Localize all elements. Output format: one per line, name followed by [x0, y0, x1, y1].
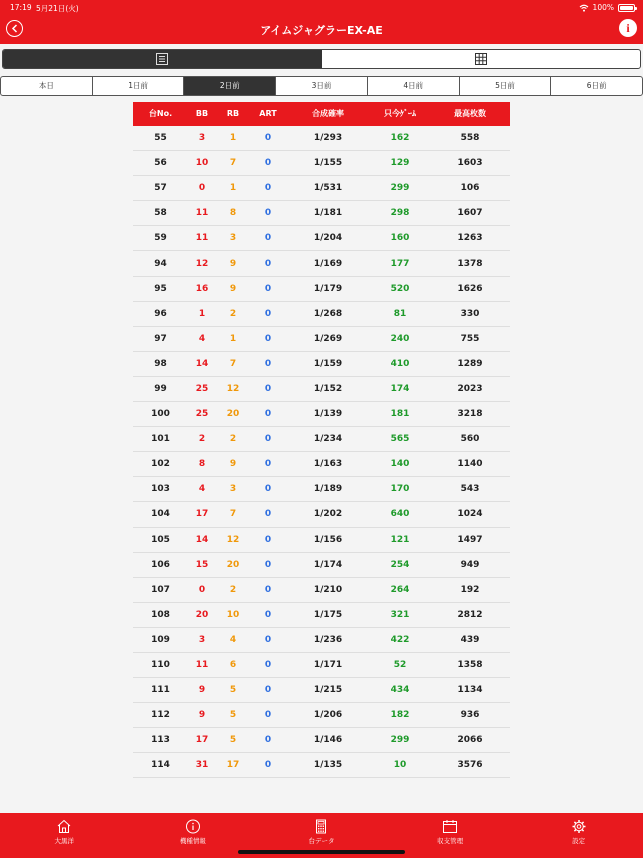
cell-current-games: 254: [390, 559, 410, 570]
table-row[interactable]: [133, 477, 510, 502]
cell-rb: 12: [226, 534, 240, 545]
table-row[interactable]: [133, 678, 510, 703]
cell-max-coins: 936: [460, 710, 480, 721]
cell-max-coins: 3576: [457, 760, 483, 771]
cell-bb: 8: [198, 459, 206, 470]
cell-bb: 1: [198, 308, 206, 319]
cell-machine-no: 101: [151, 434, 170, 445]
grid-icon: [475, 53, 487, 65]
battery-icon: [618, 4, 635, 12]
cell-bb: 10: [195, 158, 209, 169]
day-tab[interactable]: 本日: [38, 81, 54, 90]
table-row[interactable]: [133, 251, 510, 276]
cell-rb: 1: [229, 183, 237, 194]
cell-combined-prob: 1/269: [313, 333, 343, 344]
cell-combined-prob: 1/204: [313, 233, 343, 244]
tab-balance[interactable]: [386, 813, 515, 858]
wifi-icon: [579, 4, 589, 12]
cell-max-coins: 1358: [457, 660, 483, 671]
table-row[interactable]: [133, 452, 510, 477]
cell-current-games: 240: [390, 333, 410, 344]
calculator-icon: [313, 819, 329, 834]
cell-combined-prob: 1/206: [313, 710, 343, 721]
cell-combined-prob: 1/174: [313, 559, 343, 570]
cell-combined-prob: 1/139: [313, 409, 343, 420]
cell-bb: 17: [195, 735, 209, 746]
table-header: [133, 102, 510, 126]
cell-combined-prob: 1/531: [313, 183, 343, 194]
cell-combined-prob: 1/159: [313, 358, 343, 369]
cell-rb: 7: [229, 158, 237, 169]
table-row[interactable]: [133, 226, 510, 251]
cell-combined-prob: 1/169: [313, 258, 343, 269]
gear-icon: [571, 819, 587, 834]
table-row[interactable]: [133, 502, 510, 527]
cell-machine-no: 56: [154, 158, 167, 169]
cell-machine-no: 95: [154, 283, 167, 294]
day-tab[interactable]: 1日前: [92, 77, 184, 95]
cell-combined-prob: 1/268: [313, 308, 343, 319]
cell-current-games: 182: [390, 710, 410, 721]
grid-view-button[interactable]: [322, 50, 641, 68]
cell-bb: 14: [195, 358, 209, 369]
cell-bb: 9: [198, 685, 206, 696]
cell-current-games: 298: [390, 208, 410, 219]
cell-rb: 2: [229, 434, 237, 445]
cell-max-coins: 330: [460, 308, 480, 319]
cell-machine-no: 114: [151, 760, 170, 771]
header-machine-no: 台No.: [148, 109, 173, 118]
cell-max-coins: 543: [460, 484, 480, 495]
cell-machine-no: 57: [154, 183, 167, 194]
cell-current-games: 129: [390, 158, 410, 169]
cell-art: 0: [264, 183, 272, 194]
cell-machine-no: 103: [151, 484, 170, 495]
cell-bb: 9: [198, 710, 206, 721]
cell-max-coins: 1134: [457, 685, 483, 696]
cell-rb: 5: [229, 685, 237, 696]
cell-current-games: 299: [390, 183, 410, 194]
cell-machine-no: 58: [154, 208, 167, 219]
cell-rb: 9: [229, 459, 237, 470]
cell-art: 0: [264, 559, 272, 570]
view-toggle: [2, 49, 641, 69]
table-row[interactable]: [133, 728, 510, 753]
cell-bb: 4: [198, 484, 206, 495]
cell-combined-prob: 1/293: [313, 133, 343, 144]
cell-art: 0: [264, 308, 272, 319]
home-icon: [56, 819, 72, 834]
cell-machine-no: 96: [154, 308, 167, 319]
cell-current-games: 170: [390, 484, 410, 495]
cell-max-coins: 2066: [457, 735, 483, 746]
cell-machine-no: 98: [154, 358, 167, 369]
cell-combined-prob: 1/146: [313, 735, 343, 746]
cell-art: 0: [264, 158, 272, 169]
cell-max-coins: 755: [460, 333, 480, 344]
cell-max-coins: 1626: [457, 283, 483, 294]
table-row[interactable]: [133, 201, 510, 226]
cell-rb: 17: [226, 760, 240, 771]
cell-current-games: 321: [390, 609, 410, 620]
cell-rb: 2: [229, 308, 237, 319]
cell-machine-no: 94: [154, 258, 167, 269]
cell-machine-no: 99: [154, 383, 167, 394]
cell-combined-prob: 1/234: [313, 434, 343, 445]
cell-max-coins: 3218: [457, 409, 483, 420]
cell-bb: 0: [198, 584, 206, 595]
cell-rb: 5: [229, 710, 237, 721]
cell-machine-no: 110: [151, 660, 170, 671]
cell-combined-prob: 1/179: [313, 283, 343, 294]
cell-bb: 0: [198, 183, 206, 194]
tab-machine-data-label: 台データ: [308, 837, 335, 845]
tab-home[interactable]: [0, 813, 129, 858]
cell-max-coins: 192: [460, 584, 480, 595]
cell-rb: 1: [229, 133, 237, 144]
table-row[interactable]: [133, 553, 510, 578]
cell-combined-prob: 1/171: [313, 660, 343, 671]
table-row[interactable]: [133, 352, 510, 377]
cell-bb: 15: [195, 559, 209, 570]
cell-max-coins: 106: [460, 183, 480, 194]
cell-max-coins: 1140: [457, 459, 483, 470]
cell-art: 0: [264, 484, 272, 495]
cell-current-games: 640: [390, 509, 410, 520]
cell-art: 0: [264, 660, 272, 671]
cell-combined-prob: 1/175: [313, 609, 343, 620]
cell-machine-no: 108: [151, 609, 170, 620]
cell-art: 0: [264, 258, 272, 269]
cell-bb: 31: [195, 760, 209, 771]
cell-current-games: 81: [393, 308, 407, 319]
cell-rb: 9: [229, 258, 237, 269]
cell-bb: 20: [195, 609, 209, 620]
tab-settings-label: 設定: [572, 837, 586, 845]
day-tab[interactable]: 6日前: [550, 77, 642, 95]
cell-machine-no: 107: [151, 584, 170, 595]
cell-machine-no: 106: [151, 559, 170, 570]
table-row[interactable]: [133, 176, 510, 201]
header-combined-prob: 合成確率: [312, 109, 344, 118]
cell-max-coins: 949: [460, 559, 480, 570]
cell-rb: 3: [229, 233, 237, 244]
status-time: 17:19: [10, 3, 32, 12]
cell-art: 0: [264, 760, 272, 771]
home-indicator: [238, 850, 405, 854]
cell-bb: 11: [195, 233, 209, 244]
cell-current-games: 181: [390, 409, 410, 420]
cell-max-coins: 560: [460, 434, 480, 445]
cell-art: 0: [264, 685, 272, 696]
cell-bb: 4: [198, 333, 206, 344]
cell-rb: 5: [229, 735, 237, 746]
table-row[interactable]: [133, 327, 510, 352]
cell-rb: 7: [229, 358, 237, 369]
table-row[interactable]: [133, 603, 510, 628]
cell-current-games: 174: [390, 383, 410, 394]
app-header: [0, 0, 643, 44]
cell-art: 0: [264, 634, 272, 645]
tab-balance-label: 収支管理: [437, 837, 464, 845]
cell-combined-prob: 1/202: [313, 509, 343, 520]
cell-art: 0: [264, 459, 272, 470]
cell-rb: 2: [229, 584, 237, 595]
cell-art: 0: [264, 233, 272, 244]
cell-current-games: 299: [390, 735, 410, 746]
table-row[interactable]: [133, 402, 510, 427]
cell-machine-no: 113: [151, 735, 170, 746]
cell-art: 0: [264, 710, 272, 721]
cell-current-games: 177: [390, 258, 410, 269]
cell-art: 0: [264, 409, 272, 420]
cell-current-games: 162: [390, 133, 410, 144]
cell-combined-prob: 1/135: [313, 760, 343, 771]
day-tab[interactable]: 5日前: [459, 77, 551, 95]
status-date: 5月21日(火): [36, 4, 79, 13]
list-view-button[interactable]: [3, 50, 322, 68]
cell-bb: 11: [195, 208, 209, 219]
cell-art: 0: [264, 584, 272, 595]
cell-current-games: 422: [390, 634, 410, 645]
cell-art: 0: [264, 358, 272, 369]
cell-bb: 14: [195, 534, 209, 545]
cell-bb: 17: [195, 509, 209, 520]
page-title: アイムジャグラーEX-AE: [260, 24, 383, 37]
cell-rb: 3: [229, 484, 237, 495]
cell-machine-no: 97: [154, 333, 167, 344]
cell-art: 0: [264, 133, 272, 144]
cell-current-games: 160: [390, 233, 410, 244]
cell-combined-prob: 1/181: [313, 208, 343, 219]
cell-bb: 16: [195, 283, 209, 294]
info-button[interactable]: i: [619, 19, 637, 37]
cell-art: 0: [264, 333, 272, 344]
cell-current-games: 520: [390, 283, 410, 294]
cell-rb: 9: [229, 283, 237, 294]
header-current-games: 只今ｹﾞｰﾑ: [384, 109, 416, 118]
cell-rb: 20: [226, 409, 240, 420]
cell-rb: 4: [229, 634, 237, 645]
cell-art: 0: [264, 434, 272, 445]
cell-bb: 3: [198, 133, 206, 144]
cell-rb: 10: [226, 609, 240, 620]
status-bar: [0, 0, 643, 14]
cell-machine-no: 111: [151, 685, 170, 696]
cell-art: 0: [264, 283, 272, 294]
cell-bb: 25: [195, 409, 209, 420]
table-body: [133, 126, 510, 778]
day-tab[interactable]: 3日前: [275, 77, 367, 95]
tab-home-label: 大黒洋: [54, 837, 75, 845]
cell-max-coins: 1607: [457, 208, 483, 219]
cell-art: 0: [264, 383, 272, 394]
table-row[interactable]: [133, 151, 510, 176]
cell-max-coins: 1263: [457, 233, 483, 244]
cell-combined-prob: 1/163: [313, 459, 343, 470]
cell-combined-prob: 1/210: [313, 584, 343, 595]
cell-rb: 1: [229, 333, 237, 344]
cell-machine-no: 105: [151, 534, 170, 545]
cell-max-coins: 1497: [457, 534, 483, 545]
cell-current-games: 52: [393, 660, 407, 671]
cell-combined-prob: 1/236: [313, 634, 343, 645]
cell-max-coins: 1378: [457, 258, 483, 269]
day-tabs: [0, 76, 643, 96]
cell-rb: 6: [229, 660, 237, 671]
cell-combined-prob: 1/152: [313, 383, 343, 394]
cell-rb: 20: [226, 559, 240, 570]
cell-current-games: 434: [390, 685, 410, 696]
cell-machine-no: 104: [151, 509, 170, 520]
cell-machine-no: 112: [151, 710, 170, 721]
cell-bb: 3: [198, 634, 206, 645]
cell-art: 0: [264, 509, 272, 520]
header-max-coins: 最高枚数: [454, 109, 486, 118]
table-row[interactable]: [133, 653, 510, 678]
cell-current-games: 121: [390, 534, 410, 545]
cell-bb: 11: [195, 660, 209, 671]
cell-rb: 8: [229, 208, 237, 219]
table-row[interactable]: [133, 703, 510, 728]
cell-combined-prob: 1/215: [313, 685, 343, 696]
calendar-icon: [442, 819, 458, 834]
table-row[interactable]: [133, 277, 510, 302]
cell-bb: 12: [195, 258, 209, 269]
header-bb: BB: [195, 109, 209, 118]
table-row[interactable]: [133, 126, 510, 151]
cell-current-games: 565: [390, 434, 410, 445]
table-row[interactable]: [133, 377, 510, 402]
cell-current-games: 140: [390, 459, 410, 470]
cell-bb: 2: [198, 434, 206, 445]
cell-art: 0: [264, 534, 272, 545]
cell-rb: 7: [229, 509, 237, 520]
cell-machine-no: 102: [151, 459, 170, 470]
cell-max-coins: 439: [460, 634, 480, 645]
table-row[interactable]: [133, 302, 510, 327]
list-icon: [156, 53, 168, 65]
day-tab[interactable]: 4日前: [367, 77, 459, 95]
cell-machine-no: 109: [151, 634, 170, 645]
battery-percent: 100%: [592, 3, 614, 12]
tab-machine-info-label: 機種情報: [179, 837, 206, 845]
table-row[interactable]: [133, 753, 510, 778]
cell-art: 0: [264, 609, 272, 620]
machine-data-table: [133, 102, 510, 778]
cell-max-coins: 2023: [457, 383, 483, 394]
day-tab-active[interactable]: 2日前: [183, 77, 275, 95]
cell-max-coins: 1603: [457, 158, 483, 169]
cell-current-games: 264: [390, 584, 410, 595]
header-rb: RB: [226, 109, 240, 118]
cell-current-games: 410: [390, 358, 410, 369]
cell-current-games: 10: [393, 760, 407, 771]
status-right: [579, 3, 635, 12]
table-row[interactable]: [133, 427, 510, 452]
cell-machine-no: 100: [151, 409, 170, 420]
table-row[interactable]: [133, 628, 510, 653]
cell-machine-no: 59: [154, 233, 167, 244]
cell-bb: 25: [195, 383, 209, 394]
table-row[interactable]: [133, 528, 510, 553]
info-icon: [185, 819, 201, 834]
cell-combined-prob: 1/155: [313, 158, 343, 169]
cell-max-coins: 1024: [457, 509, 483, 520]
cell-max-coins: 558: [460, 133, 480, 144]
table-row[interactable]: [133, 578, 510, 603]
cell-machine-no: 55: [154, 133, 167, 144]
cell-rb: 12: [226, 383, 240, 394]
tab-settings[interactable]: [514, 813, 643, 858]
cell-max-coins: 2812: [457, 609, 483, 620]
cell-art: 0: [264, 735, 272, 746]
cell-art: 0: [264, 208, 272, 219]
cell-max-coins: 1289: [457, 358, 483, 369]
cell-combined-prob: 1/156: [313, 534, 343, 545]
cell-combined-prob: 1/189: [313, 484, 343, 495]
header-art: ART: [259, 109, 277, 118]
